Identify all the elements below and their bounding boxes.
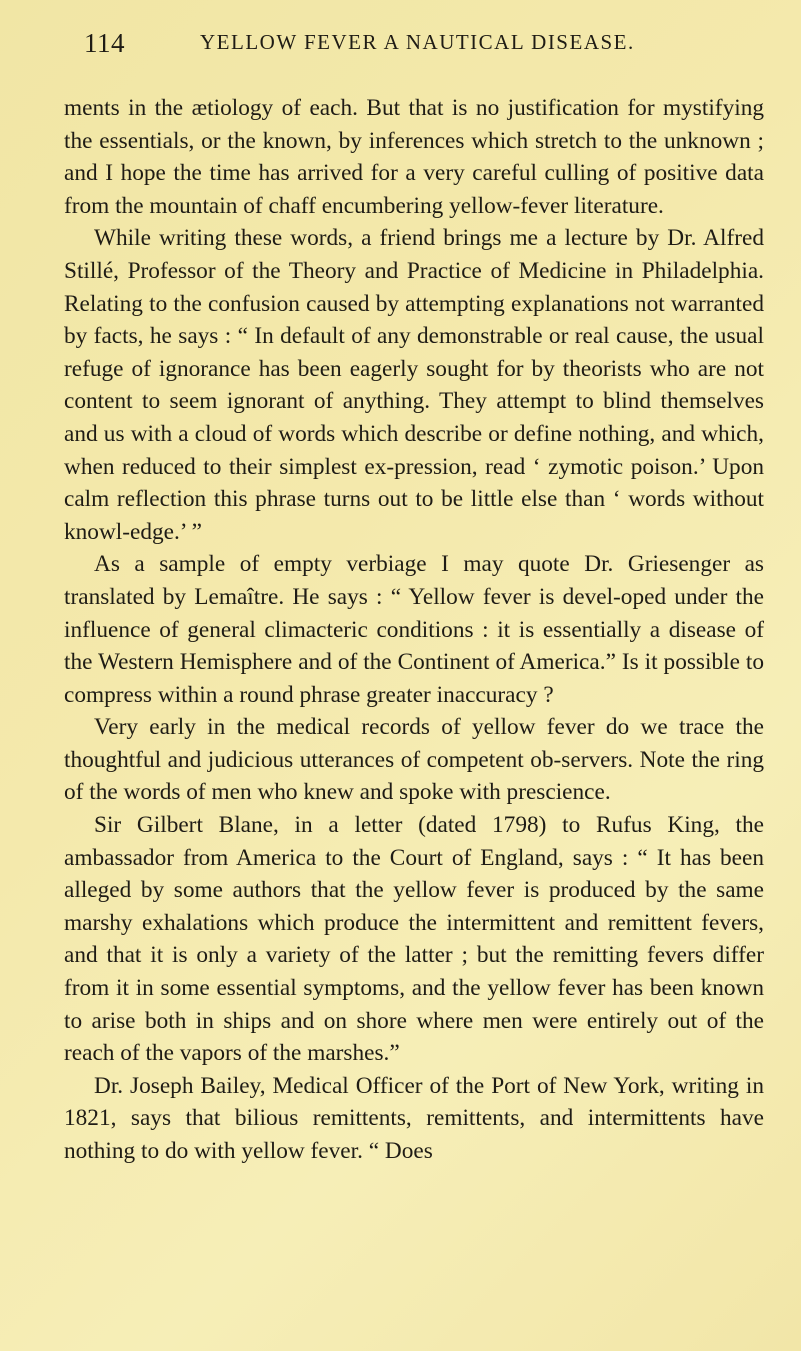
paragraph: Sir Gilbert Blane, in a letter (dated 1798) to Rufus King, the ambassador from America to the Court of England, says : “ It has been alleged by some authors that the yellow fever is produced by the same marshy exhalations which produce the intermittent and remittent fevers, and that it is only a variety of the latter ; but the remitting fevers differ from it in some essential symptoms, and the yellow fever has been known to arise both in ships and on shore where men were entirely out of the reach of the vapors of the marshes.” [64,812,764,1067]
paragraph: Dr. Joseph Bailey, Medical Officer of the Port of New York, writing in 1821, says that bilious remittents, remittents, and intermittents have nothing to do with yellow fever. “ Does [64,1072,764,1164]
running-head [64,22,764,64]
body-text [64,92,764,1168]
book-page [64,22,764,1168]
paragraph: Very early in the medical records of yellow fever do we trace the thoughtful and judicious utterances of competent ob-servers. Note the ring of the words of men who knew and spoke with prescience. [64,714,764,806]
page-number: 114 [84,28,125,58]
paragraph: As a sample of empty verbiage I may quote Dr. Griesenger as translated by Lemaître. He says : “ Yellow fever is devel-oped under the influence of general climacteric conditions : it is essentially a disease of the Western Hemisphere and of the Continent of America.” Is it possible to compress within a round phrase greater inaccuracy ? [64,551,764,708]
paragraph: While writing these words, a friend brings me a lecture by Dr. Alfred Stillé, Professor of the Theory and Practice of Medicine in Philadelphia. Relating to the confusion caused by attempting explanations not warranted by facts, he says : “ In default of any demonstrable or real cause, the usual refuge of ignorance has been eagerly sought for by theorists who are not content to seem ignorant of anything. They attempt to blind themselves and us with a cloud of words which describe or define nothing, and which, when reduced to their simplest ex-pression, read ‘ zymotic poison.’ Upon calm reflection this phrase turns out to be little else than ‘ words without knowl-edge.’ ” [64,225,764,545]
paragraph: ments in the ætiology of each. But that is no justification for mystifying the essentials, or the known, by inferences which stretch to the unknown ; and I hope the time has arrived for a very careful culling of positive data from the mountain of chaff encumbering yellow-fever literature. [64,95,764,219]
running-title: YELLOW FEVER A NAUTICAL DISEASE. [200,30,635,54]
